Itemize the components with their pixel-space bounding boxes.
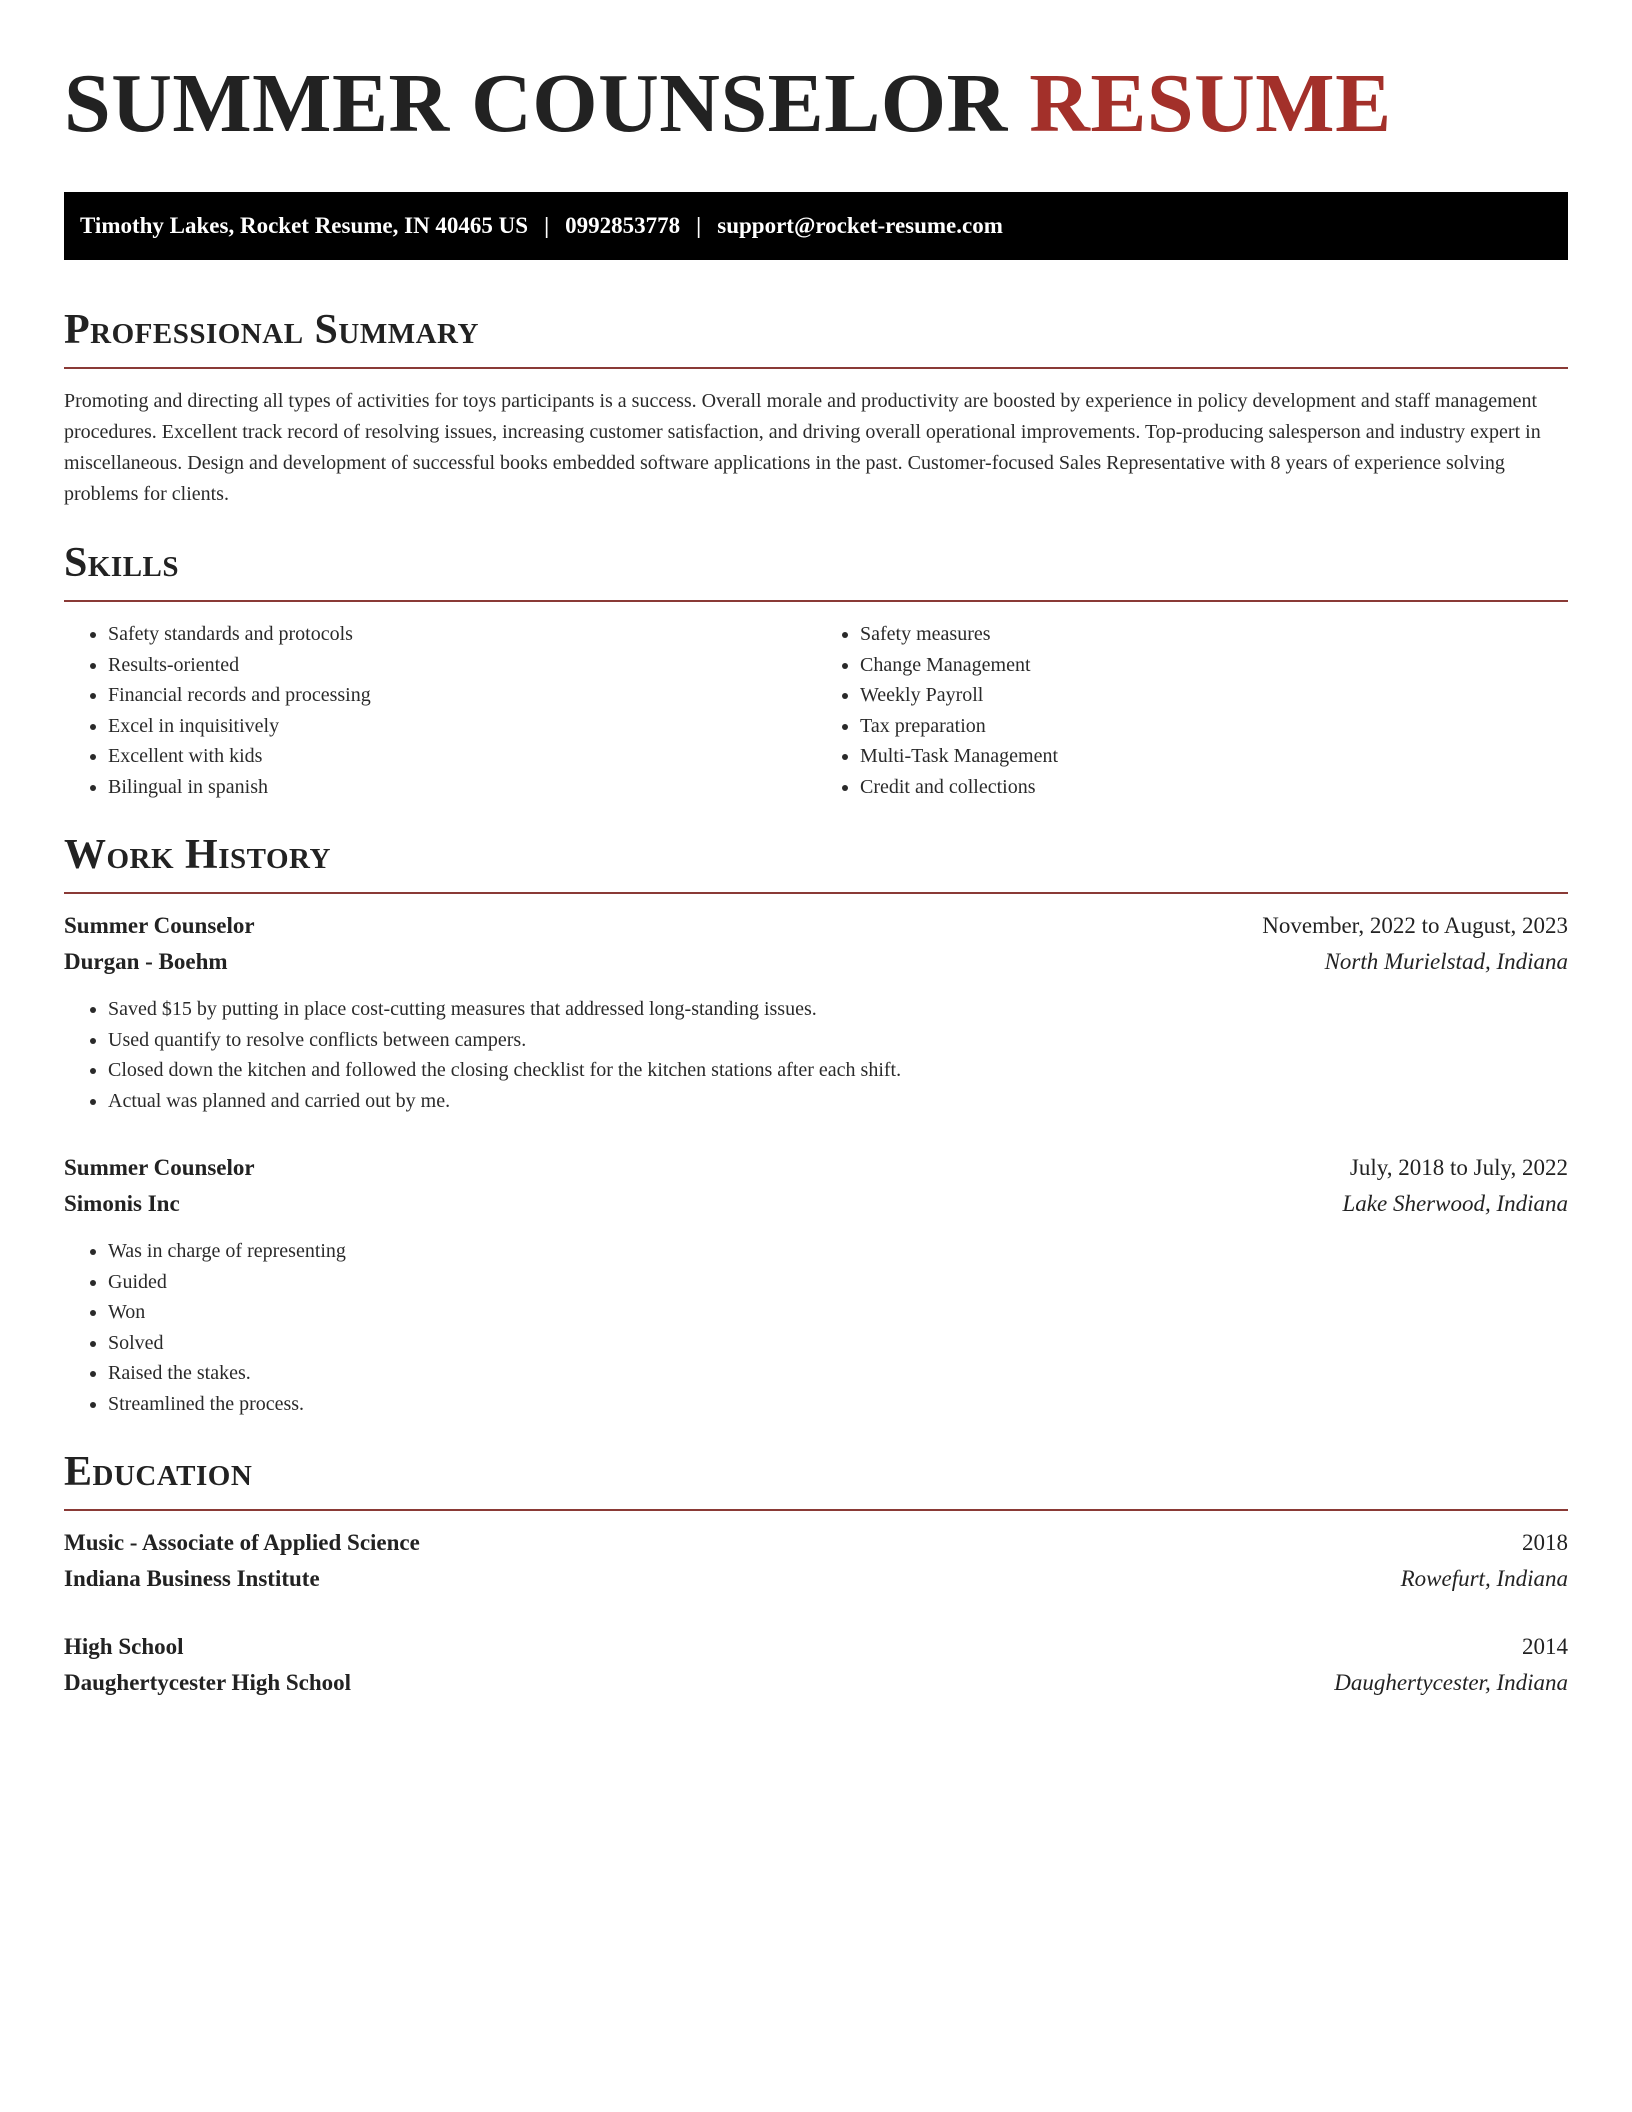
job-bullet: • Was in charge of representing: [108, 1236, 1568, 1267]
job-bullet: • Closed down the kitchen and followed the closing checklist for the kitchen stations after each shift.: [108, 1055, 1568, 1086]
job-bullet: • Raised the stakes.: [108, 1358, 1568, 1389]
section-heading-education: Education: [64, 1449, 253, 1495]
job-bullet: • Streamlined the process.: [108, 1389, 1568, 1420]
section-divider: [64, 600, 1568, 602]
education-degree-row: [64, 1629, 1568, 1665]
summary-section: [64, 305, 1568, 510]
education-school-row: [64, 1665, 1568, 1701]
education-school: Indiana Business Institute: [64, 1566, 320, 1591]
skill-item: • Credit and collections: [860, 772, 1568, 803]
skill-item: • Safety measures: [860, 619, 1568, 650]
contact-separator: |: [696, 213, 702, 238]
job-entry: [64, 908, 1568, 1116]
job-bullet: • Saved $15 by putting in place cost-cutting measures that addressed long-standing issues.: [108, 994, 1568, 1025]
skills-section: [64, 538, 1568, 802]
job-bullet: • Solved: [108, 1328, 1568, 1359]
title-accent: RESUME: [1029, 57, 1392, 150]
education-degree: Music - Associate of Applied Science: [64, 1530, 420, 1555]
job-dates: November, 2022 to August, 2023: [1262, 913, 1568, 938]
skill-item: • Weekly Payroll: [860, 680, 1568, 711]
job-title: Summer Counselor: [64, 1155, 255, 1180]
skill-item: • Excellent with kids: [108, 741, 816, 772]
job-company-row: [64, 1186, 1568, 1222]
work-section: [64, 830, 1568, 1419]
education-school: Daughertycester High School: [64, 1670, 352, 1695]
skill-item: • Excel in inquisitively: [108, 711, 816, 742]
section-divider: [64, 892, 1568, 894]
education-location: Daughertycester, Indiana: [1334, 1670, 1568, 1695]
job-company: Simonis Inc: [64, 1191, 180, 1216]
contact-address: Timothy Lakes, Rocket Resume, IN 40465 US: [80, 213, 529, 238]
skill-item: • Safety standards and protocols: [108, 619, 816, 650]
education-entry: [64, 1629, 1568, 1701]
contact-bar: [64, 192, 1568, 260]
job-bullets: [64, 994, 1568, 1116]
section-divider: [64, 367, 1568, 369]
education-section: [64, 1447, 1568, 1701]
job-title: Summer Counselor: [64, 913, 255, 938]
skills-columns: [64, 619, 1568, 802]
section-heading-summary: Professional Summary: [64, 307, 479, 353]
job-bullets: [64, 1236, 1568, 1419]
education-location: Rowefurt, Indiana: [1400, 1566, 1568, 1591]
job-entry: [64, 1150, 1568, 1419]
contact-phone: 0992853778: [565, 213, 681, 238]
summary-text: Promoting and directing all types of activities for toys participants is a success. Overall morale and productivity are boosted by experience in policy development and staff management procedures. Excellent track record of resolving issues, increasing customer satisfaction, and driving overall operational improvements. Top-producing salesperson and industry expert in miscellaneous. Design and development of successful books embedded software applications in the past. Customer-focused Sales Representative with 8 years of experience solving problems for clients.: [64, 390, 1541, 505]
job-location: Lake Sherwood, Indiana: [1342, 1191, 1568, 1216]
education-year: 2018: [1522, 1530, 1568, 1555]
education-school-row: [64, 1561, 1568, 1597]
skill-item: • Multi-Task Management: [860, 741, 1568, 772]
title-main: SUMMER COUNSELOR: [64, 57, 1008, 150]
section-divider: [64, 1509, 1568, 1511]
skill-item: • Results-oriented: [108, 650, 816, 681]
job-bullet: • Actual was planned and carried out by me.: [108, 1086, 1568, 1117]
section-heading-work: Work History: [64, 832, 331, 878]
skill-item: • Change Management: [860, 650, 1568, 681]
skill-item: • Financial records and processing: [108, 680, 816, 711]
job-bullet: • Used quantify to resolve conflicts between campers.: [108, 1025, 1568, 1056]
job-company-row: [64, 944, 1568, 980]
contact-email: support@rocket-resume.com: [717, 213, 1003, 238]
job-bullet: • Won: [108, 1297, 1568, 1328]
skills-list-left: [64, 619, 816, 802]
education-year: 2014: [1522, 1634, 1568, 1659]
skills-list-right: [816, 619, 1568, 802]
job-location: North Murielstad, Indiana: [1324, 949, 1568, 974]
section-heading-skills: Skills: [64, 540, 180, 586]
job-header-row: [64, 908, 1568, 944]
job-company: Durgan - Boehm: [64, 949, 228, 974]
skill-item: • Tax preparation: [860, 711, 1568, 742]
job-dates: July, 2018 to July, 2022: [1349, 1155, 1568, 1180]
job-header-row: [64, 1150, 1568, 1186]
education-degree: High School: [64, 1634, 184, 1659]
education-entry: [64, 1525, 1568, 1597]
education-degree-row: [64, 1525, 1568, 1561]
resume-title: [64, 0, 1568, 150]
job-bullet: • Guided: [108, 1267, 1568, 1298]
contact-separator: |: [544, 213, 550, 238]
skill-item: • Bilingual in spanish: [108, 772, 816, 803]
